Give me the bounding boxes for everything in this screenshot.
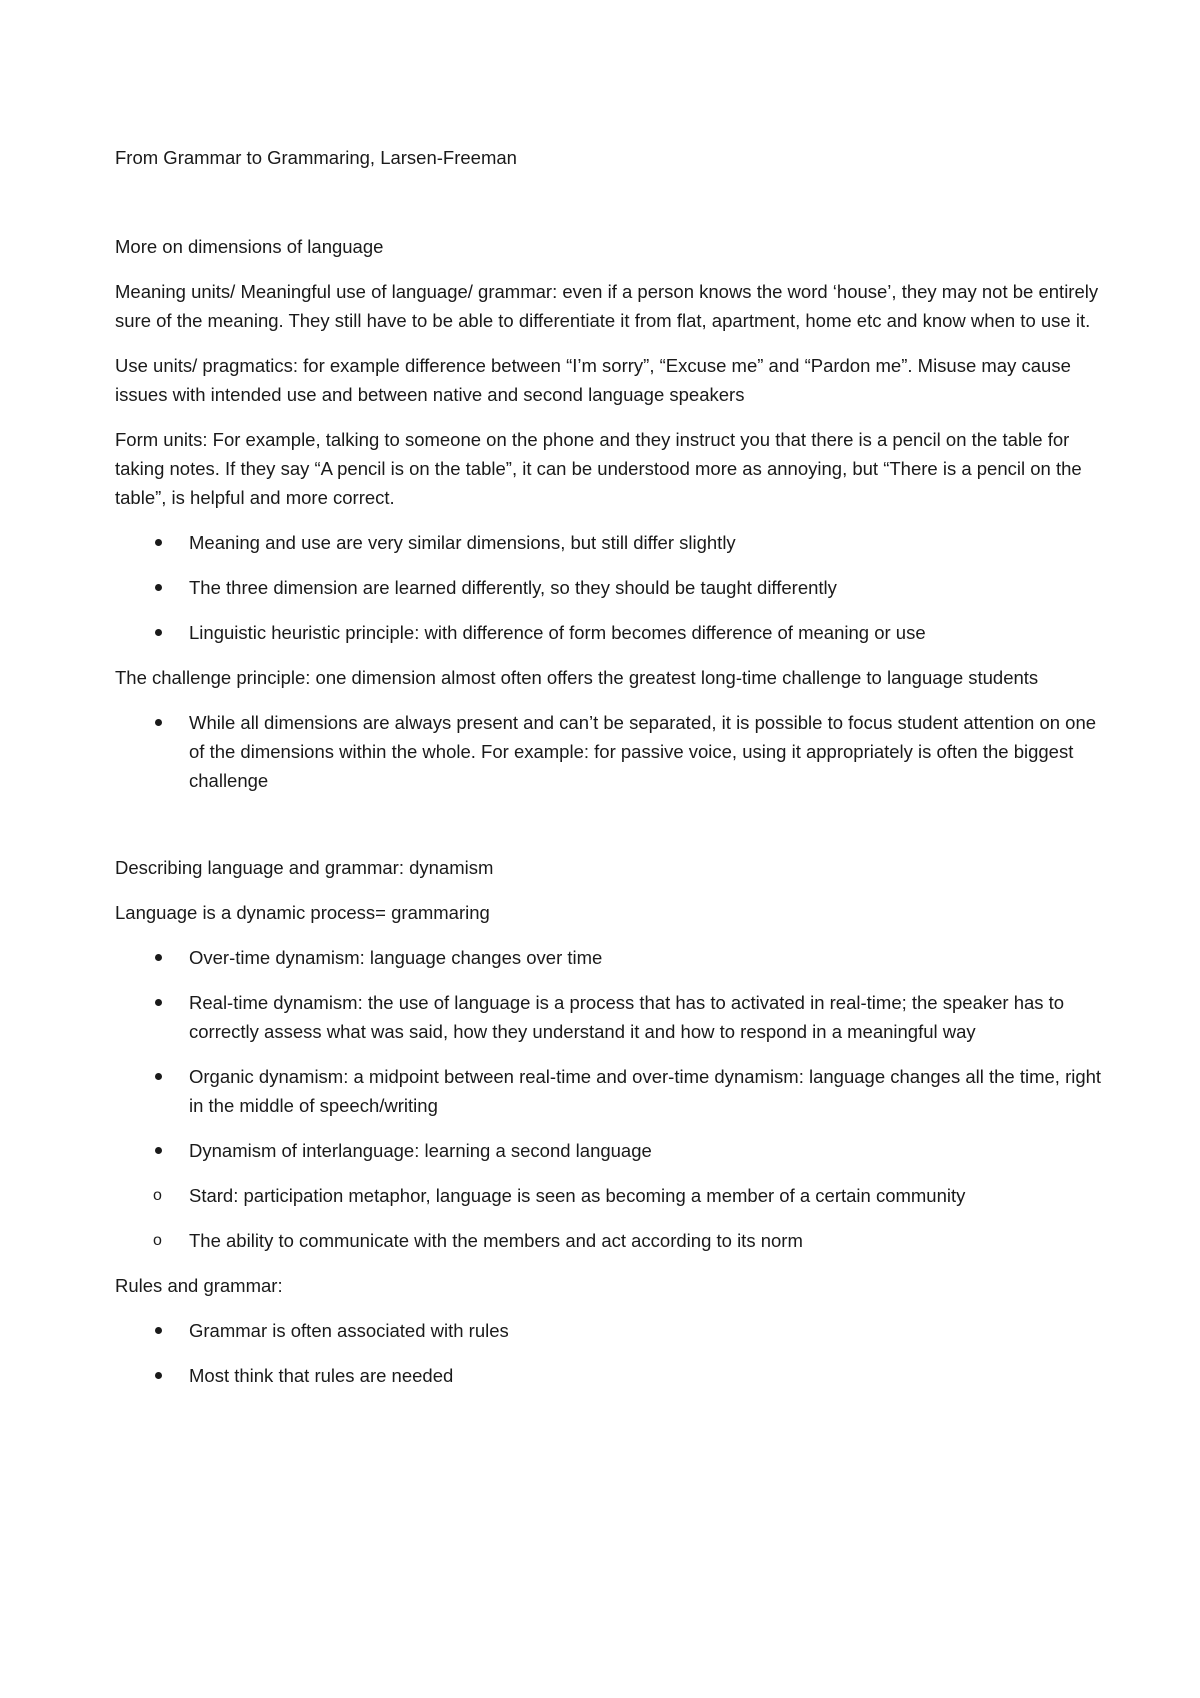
circle-bullet-icon: o	[153, 1187, 162, 1204]
list-item	[115, 1062, 1105, 1120]
list-item-text: Grammar is often associated with rules	[189, 1320, 509, 1341]
list-item-text: Most think that rules are needed	[189, 1365, 454, 1386]
list-item	[115, 573, 1105, 602]
paragraph-form-units: Form units: For example, talking to someone on the phone and they instruct you that there is a pencil on the table for taking notes. If they say “A pencil is on the table”, it can be understood more as annoying, but “There is a pencil on the table”, is helpful and more correct.	[115, 429, 1082, 508]
list-item	[115, 618, 1105, 647]
list-item-text: While all dimensions are always present and can’t be separated, it is possible to focus student attention on one of the dimensions within the whole. For example: for passive voice, using it appropriately is often the biggest challenge	[189, 712, 1097, 791]
list-item	[115, 1226, 1105, 1255]
list-item	[115, 1181, 1105, 1210]
bullet-list-dimensions	[115, 528, 1105, 647]
list-item-text: Meaning and use are very similar dimensions, but still differ slightly	[189, 532, 736, 553]
bullet-list-dynamism	[115, 943, 1105, 1255]
list-item-text: Real-time dynamism: the use of language is a process that has to activated in real-time; the speaker has to correctly assess what was said, how they understand it and how to respond in a meaningful way	[189, 992, 1065, 1042]
document-body	[115, 143, 1105, 1406]
list-item-text: Organic dynamism: a midpoint between real-time and over-time dynamism: language changes all the time, right in the middle of speech/writing	[189, 1066, 1102, 1116]
list-item-text: The ability to communicate with the members and act according to its norm	[189, 1230, 803, 1251]
list-item-text: Stard: participation metaphor, language is seen as becoming a member of a certain community	[189, 1185, 966, 1206]
list-item	[115, 528, 1105, 557]
circle-bullet-icon: o	[153, 1232, 162, 1249]
list-item-text: Linguistic heuristic principle: with difference of form becomes difference of meaning or use	[189, 622, 926, 643]
paragraph-challenge-principle: The challenge principle: one dimension almost often offers the greatest long-time challenge to language students	[115, 667, 1039, 688]
list-item-text: Over-time dynamism: language changes over time	[189, 947, 603, 968]
list-item	[115, 1316, 1105, 1345]
bullet-list-rules	[115, 1316, 1105, 1390]
list-item	[115, 1361, 1105, 1390]
section-heading-rules: Rules and grammar:	[115, 1275, 283, 1296]
list-item	[115, 988, 1105, 1046]
paragraph-dynamic-process: Language is a dynamic process= grammaring	[115, 902, 490, 923]
list-item-text: The three dimension are learned differently, so they should be taught differently	[189, 577, 837, 598]
paragraph-use-units: Use units/ pragmatics: for example difference between “I’m sorry”, “Excuse me” and “Pardon me”. Misuse may cause issues with intended use and between native and second language speakers	[115, 355, 1071, 405]
document-title: From Grammar to Grammaring, Larsen-Freeman	[115, 147, 517, 168]
paragraph-meaning-units: Meaning units/ Meaningful use of language/ grammar: even if a person knows the word ‘house’, they may not be entirely sure of the meaning. They still have to be able to differentiate it from flat, apartment, home etc and know when to use it.	[115, 281, 1099, 331]
section-heading-dimensions: More on dimensions of language	[115, 236, 384, 257]
list-item	[115, 1136, 1105, 1165]
list-item	[115, 708, 1105, 795]
section-heading-dynamism: Describing language and grammar: dynamism	[115, 857, 494, 878]
list-item	[115, 943, 1105, 972]
list-item-text: Dynamism of interlanguage: learning a second language	[189, 1140, 652, 1161]
bullet-list-challenge	[115, 708, 1105, 795]
